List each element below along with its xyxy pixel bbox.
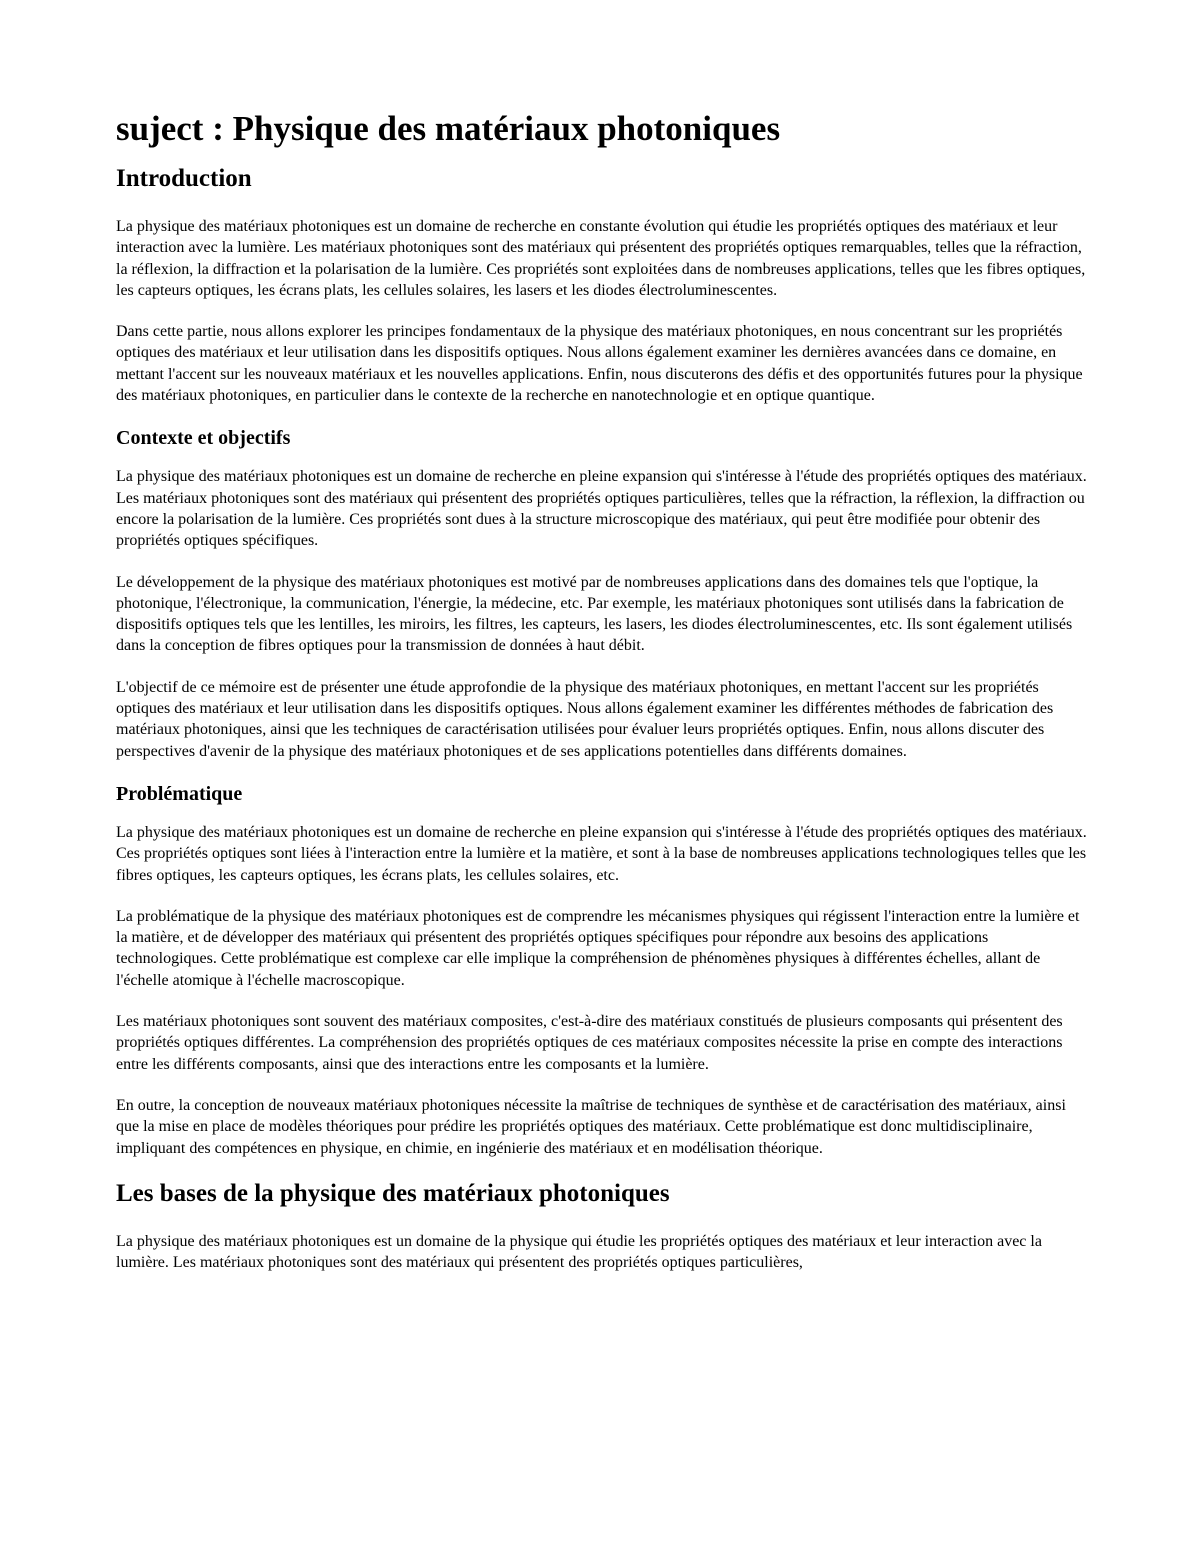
document-title: suject : Physique des matériaux photoniques <box>116 109 781 148</box>
heading-contexte-objectifs: Contexte et objectifs <box>116 427 291 450</box>
paragraph: La physique des matériaux photoniques est un domaine de la physique qui étudie les propriétés optiques des matériaux et leur interaction avec la lumière. Les matériaux photoniques sont des matériaux qui présentent des propriétés optiques particulières, <box>116 1232 1042 1272</box>
paragraph: Les matériaux photoniques sont souvent des matériaux composites, c'est-à-dire des matériaux constitués de plusieurs composants qui présentent des propriétés optiques différentes. La compréhension des propriétés optiques de ces matériaux composites nécessite la prise en compte des interactions entre les différents composants, ainsi que des interactions entre les composants et la lumière. <box>116 1013 1063 1073</box>
document-page <box>116 108 1088 1293</box>
paragraph: La physique des matériaux photoniques est un domaine de recherche en pleine expansion qui s'intéresse à l'étude des propriétés optiques des matériaux. Les matériaux photoniques sont des matériaux qui présentent des propriétés optiques particulières, telles que la réfraction, la réflexion, la diffraction ou encore la polarisation de la lumière. Ces propriétés sont dues à la structure microscopique des matériaux, qui peut être modifiée pour obtenir des propriétés optiques spécifiques. <box>116 468 1087 550</box>
paragraph: L'objectif de ce mémoire est de présenter une étude approfondie de la physique des matériaux photoniques, en mettant l'accent sur les propriétés optiques des matériaux et leur utilisation dans les dispositifs optiques. Nous allons également examiner les différentes méthodes de fabrication des matériaux photoniques, ainsi que les techniques de caractérisation utilisées pour évaluer leurs propriétés optiques. Enfin, nous allons discuter des perspectives d'avenir de la physique des matériaux photoniques et de ses applications potentielles dans différents domaines. <box>116 678 1054 760</box>
paragraph: La physique des matériaux photoniques est un domaine de recherche en constante évolution qui étudie les propriétés optiques des matériaux et leur interaction avec la lumière. Les matériaux photoniques sont des matériaux qui présentent des propriétés optiques remarquables, telles que la réfraction, la réflexion, la diffraction et la polarisation de la lumière. Ces propriétés sont exploitées dans de nombreuses applications, telles que les fibres optiques, les capteurs optiques, les écrans plats, les cellules solaires, les lasers et les diodes électroluminescentes. <box>116 218 1086 299</box>
heading-introduction: Introduction <box>116 165 252 192</box>
paragraph: En outre, la conception de nouveaux matériaux photoniques nécessite la maîtrise de techniques de synthèse et de caractérisation des matériaux, ainsi que la mise en place de modèles théoriques pour prédire les propriétés optiques des matériaux. Cette problématique est donc multidisciplinaire, impliquant des compétences en physique, en chimie, en ingénierie des matériaux et en modélisation théorique. <box>116 1096 1066 1157</box>
paragraph: La problématique de la physique des matériaux photoniques est de comprendre les mécanismes physiques qui régissent l'interaction entre la lumière et la matière, et de développer des matériaux qui présentent des propriétés optiques spécifiques pour répondre aux besoins des applications technologiques. Cette problématique est complexe car elle implique la compréhension de phénomènes physiques à différentes échelles, allant de l'échelle atomique à l'échelle macroscopique. <box>116 907 1080 989</box>
paragraph: Dans cette partie, nous allons explorer les principes fondamentaux de la physique des matériaux photoniques, en nous concentrant sur les propriétés optiques des matériaux et leur utilisation dans les dispositifs optiques. Nous allons également examiner les dernières avancées dans ce domaine, en mettant l'accent sur les nouveaux matériaux et les nouvelles applications. Enfin, nous discuterons des défis et des opportunités futures pour la physique des matériaux photoniques, en particulier dans le contexte de la recherche en nanotechnologie et en optique quantique. <box>116 323 1083 405</box>
paragraph: Le développement de la physique des matériaux photoniques est motivé par de nombreuses applications dans des domaines tels que l'optique, la photonique, l'électronique, la communication, l'énergie, la médecine, etc. Par exemple, les matériaux photoniques sont utilisés dans la fabrication de dispositifs optiques tels que les lentilles, les miroirs, les filtres, les capteurs, les lasers, les diodes électroluminescentes, etc. Ils sont également utilisés dans la conception de fibres optiques pour la transmission de données à haut débit. <box>116 573 1073 655</box>
heading-bases: Les bases de la physique des matériaux photoniques <box>116 1179 670 1207</box>
paragraph: La physique des matériaux photoniques est un domaine de recherche en pleine expansion qui s'intéresse à l'étude des propriétés optiques des matériaux. Ces propriétés optiques sont liées à l'interaction entre la lumière et la matière, et sont à la base de nombreuses applications technologiques telles que les fibres optiques, les capteurs optiques, les écrans plats, les cellules solaires, etc. <box>116 823 1087 884</box>
heading-problematique: Problématique <box>116 782 243 805</box>
